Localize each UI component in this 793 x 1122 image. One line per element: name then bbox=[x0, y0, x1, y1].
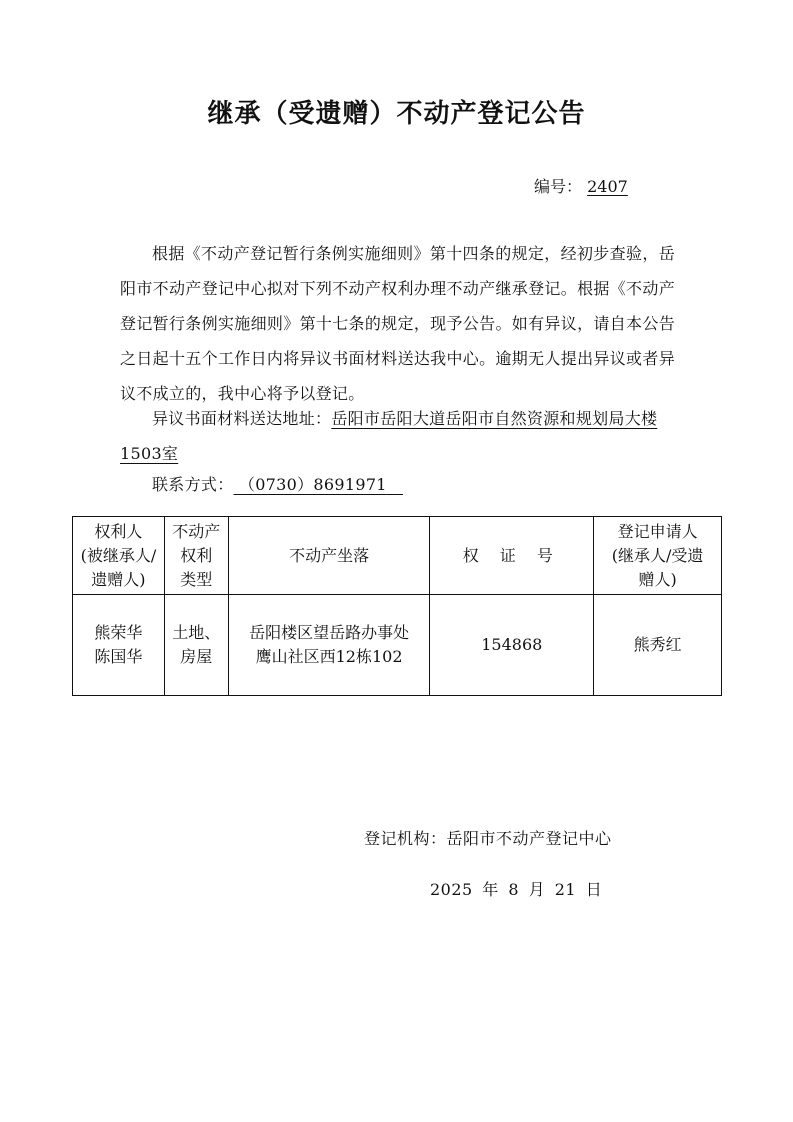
header-type-line: 类型 bbox=[180, 569, 213, 589]
document-number bbox=[534, 174, 628, 197]
table-header-row bbox=[73, 517, 722, 595]
notice-date: 2025 年 8 月 21 日 bbox=[430, 880, 603, 899]
header-cert: 权 证 号 bbox=[430, 517, 594, 595]
right-type: 房屋 bbox=[180, 647, 213, 666]
holder-name: 陈国华 bbox=[94, 647, 143, 666]
objection-address bbox=[120, 401, 680, 471]
header-applicant-line: (继承人/受遗 bbox=[611, 545, 704, 565]
header-applicant-line: 登记申请人 bbox=[617, 521, 698, 541]
header-holder bbox=[73, 517, 165, 595]
cell-holders bbox=[73, 595, 165, 696]
registration-agency bbox=[364, 826, 612, 849]
registration-table bbox=[72, 516, 722, 696]
agency-label: 登记机构： bbox=[364, 829, 447, 848]
doc-number-label: 编号： bbox=[534, 177, 583, 196]
contact-value bbox=[234, 475, 403, 494]
location-line: 鹰山社区西12栋102 bbox=[255, 647, 403, 666]
cell-location bbox=[228, 595, 430, 696]
header-applicant bbox=[594, 517, 722, 595]
cell-cert-no: 154868 bbox=[430, 595, 594, 696]
header-holder-line: 权利人 bbox=[94, 521, 143, 541]
address-label: 异议书面材料送达地址： bbox=[152, 409, 332, 428]
table-row bbox=[73, 595, 722, 696]
header-location: 不动产坐落 bbox=[228, 517, 430, 595]
address-value: 岳阳市岳阳大道岳阳市自然资源和规划局大楼1503室 bbox=[120, 409, 658, 463]
notice-title: 继承（受遗赠）不动产登记公告 bbox=[207, 99, 586, 129]
contact-info bbox=[152, 467, 403, 502]
header-applicant-line: 赠人) bbox=[638, 569, 677, 589]
holder-name: 熊荣华 bbox=[94, 623, 143, 642]
contact-label: 联系方式： bbox=[152, 475, 234, 494]
doc-number-value: 2407 bbox=[587, 177, 628, 196]
location-line: 岳阳楼区望岳路办事处 bbox=[249, 623, 410, 642]
header-holder-line: 遗赠人) bbox=[91, 569, 146, 589]
contact-phone: （0730）8691971 bbox=[238, 475, 387, 494]
header-holder-line: (被继承人/ bbox=[80, 545, 157, 565]
right-type: 土地、 bbox=[172, 623, 221, 642]
header-type-line: 权利 bbox=[180, 545, 213, 565]
agency-value: 岳阳市不动产登记中心 bbox=[446, 829, 612, 848]
cell-applicant: 熊秀红 bbox=[594, 595, 722, 696]
cell-types bbox=[164, 595, 228, 696]
header-type-line: 不动产 bbox=[172, 521, 221, 541]
notice-paragraph: 根据《不动产登记暂行条例实施细则》第十四条的规定，经初步查验，岳阳市不动产登记中心拟对下列不动产权利办理不动产继承登记。根据《不动产登记暂行条例实施细则》第十七条的规定，现予公告。如有异议，请自本公告之日起十五个工作日内将异议书面材料送达我中心。逾期无人提出异议或者异议不成立的，我中心将予以登记。 bbox=[120, 244, 675, 403]
header-type bbox=[164, 517, 228, 595]
